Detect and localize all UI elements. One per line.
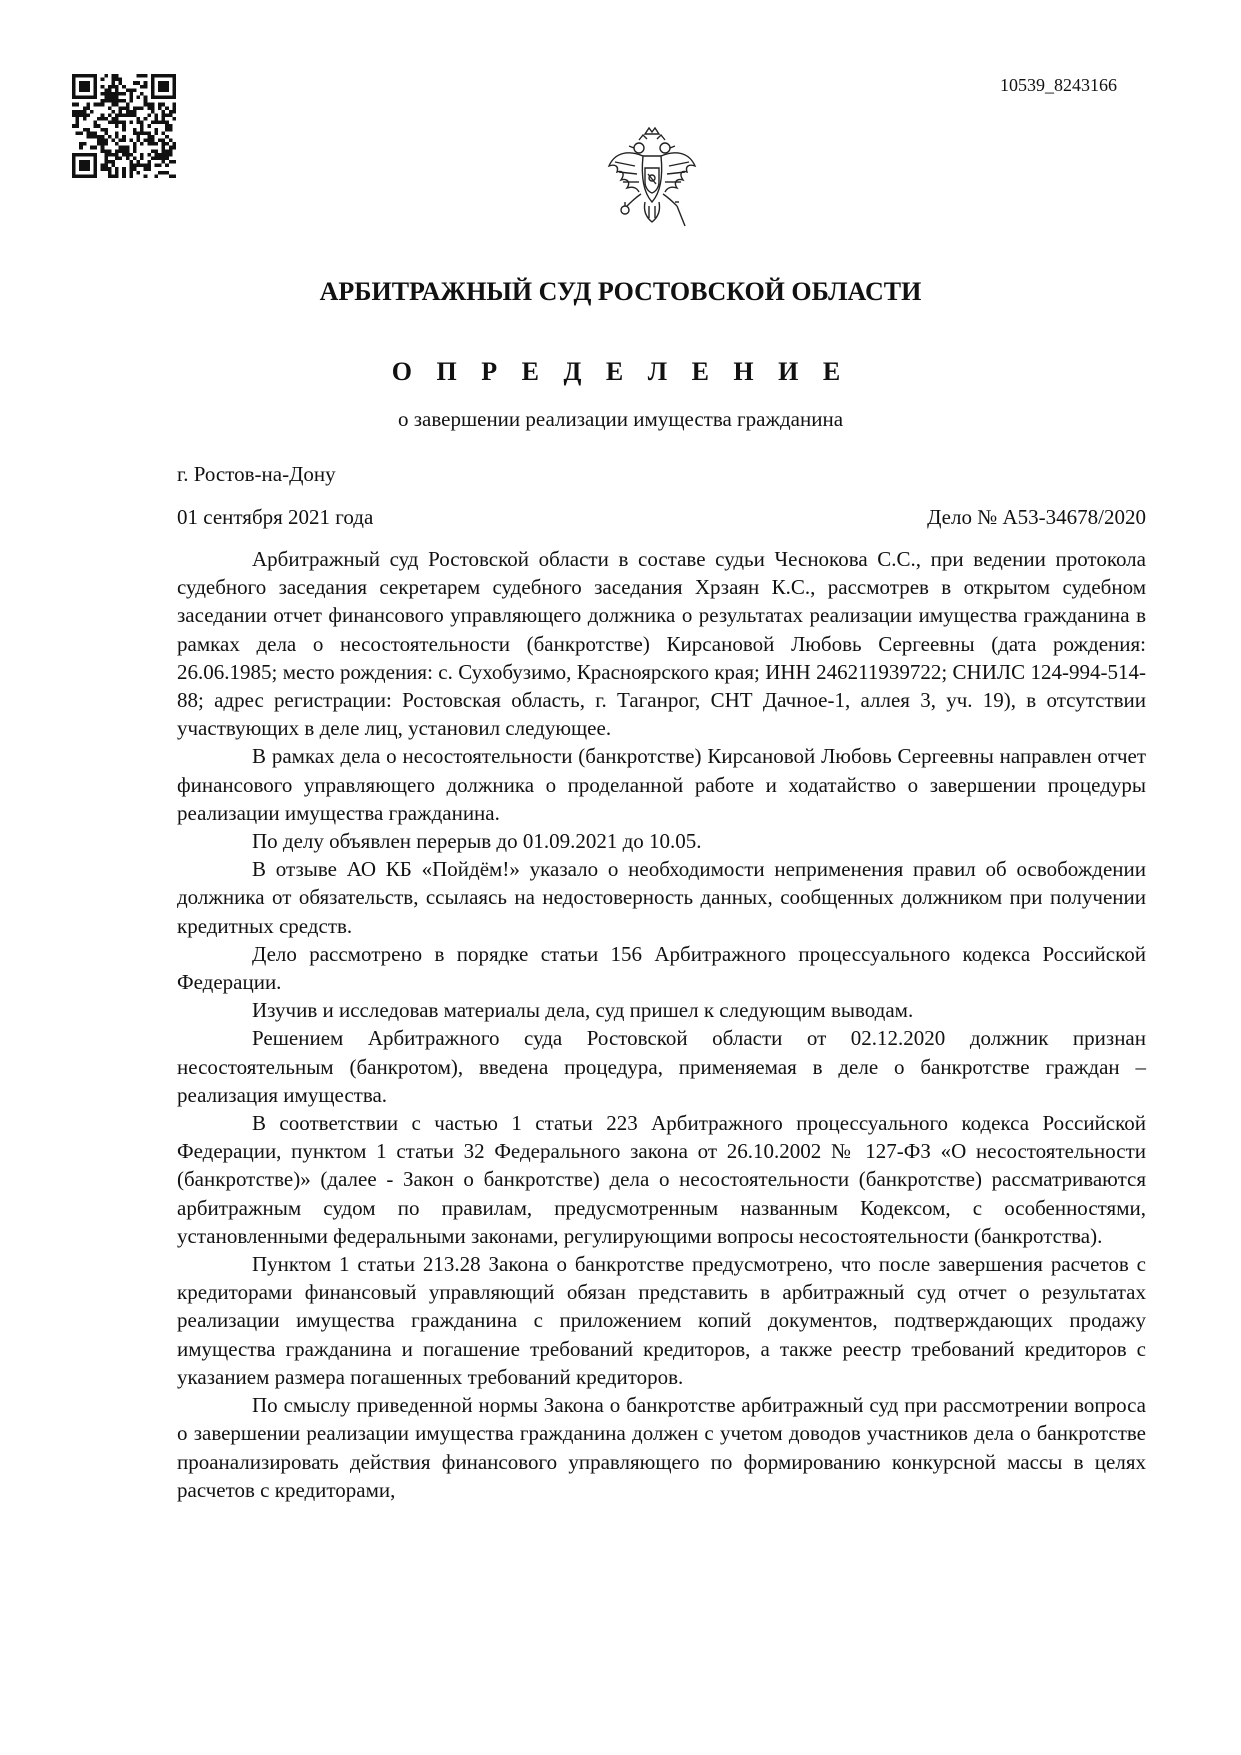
paragraph: Дело рассмотрено в порядке статьи 156 Арбитражного процессуального кодекса Российской Федерации. [177,941,1146,995]
document-date: 01 сентября 2021 года [177,505,374,529]
document-subtitle: о завершении реализации имущества гражданина [397,407,844,431]
city: г. Ростов-на-Дону [177,462,336,486]
paragraph: Изучив и исследовав материалы дела, суд пришел к следующим выводам. [252,998,914,1023]
paragraph: Решением Арбитражного суда Ростовской области от 02.12.2020 должник признан несостоятельным (банкротом), введена процедура, применяемая в деле о банкротстве граждан – реализация имущества. [177,1026,1146,1107]
paragraph: Пунктом 1 статьи 213.28 Закона о банкротстве предусмотрено, что после завершения расчетов с кредиторами финансовый управляющий обязан представить в арбитражный суд отчет о результатах реализации имущества гражданина с приложением копий документов, подтверждающих продажу имущества гражданина и погашение требований кредиторов, а также реестр требований кредиторов с указанием размера погашенных требований кредиторов. [177,1252,1146,1389]
paragraph: В соответствии с частью 1 статьи 223 Арбитражного процессуального кодекса Российской Федерации, пунктом 1 статьи 32 Федерального закона от 26.10.2002 № 127-ФЗ «О несостоятельности (банкротстве)» (далее - Закон о банкротстве) дела о несостоятельности (банкротстве) рассматриваются арбитражным судом по правилам, предусмотренным названным Кодексом, с особенностями, установленными федеральными законами, регулирующими вопросы несостоятельности (банкротства). [177,1111,1146,1248]
document-body [177,545,1146,1504]
paragraph: По смыслу приведенной нормы Закона о банкротстве арбитражный суд при рассмотрении вопроса о завершении реализации имущества гражданина должен с учетом доводов участников дела о банкротстве проанализировать действия финансового управляющего по формированию конкурсной массы в целях расчетов с кредиторами, [177,1393,1146,1502]
date-case-row [177,503,1146,531]
qr-code-icon [72,74,176,178]
coat-of-arms-icon [605,126,699,234]
case-number: Дело № А53-34678/2020 [927,505,1146,529]
paragraph: В рамках дела о несостоятельности (банкротстве) Кирсановой Любовь Сергеевны направлен отчет финансового управляющего должника о проделанной работе и ходатайство о завершении процедуры реализации имущества гражданина. [177,744,1146,825]
document-id: 10539_8243166 [1000,75,1117,95]
document-title: О П Р Е Д Е Л Е Н И Е [391,357,850,386]
court-name: АРБИТРАЖНЫЙ СУД РОСТОВСКОЙ ОБЛАСТИ [319,277,922,306]
paragraph: В отзыве АО КБ «Пойдём!» указало о необходимости неприменения правил об освобождении должника от обязательств, ссылаясь на недостоверность данных, сообщенных должником при получении кредитных средств. [177,857,1146,938]
paragraph: По делу объявлен перерыв до 01.09.2021 до 10.05. [252,829,702,854]
paragraph: Арбитражный суд Ростовской области в составе судьи Чеснокова С.С., при ведении протокола судебного заседания секретарем судебного заседания Хрзаян К.С., рассмотрев в открытом судебном заседании отчет финансового управляющего должника о результатах реализации имущества гражданина в рамках дела о несостоятельности (банкротстве) Кирсановой Любовь Сергеевны (дата рождения: 26.06.1985; место рождения: с. Сухобузимо, Красноярского края; ИНН 246211939722; СНИЛС 124-994-514-88; адрес регистрации: Ростовская область, г. Таганрог, СНТ Дачное-1, аллея 3, уч. 19), в отсутствии участвующих в деле лиц, установил следующее. [177,547,1146,741]
